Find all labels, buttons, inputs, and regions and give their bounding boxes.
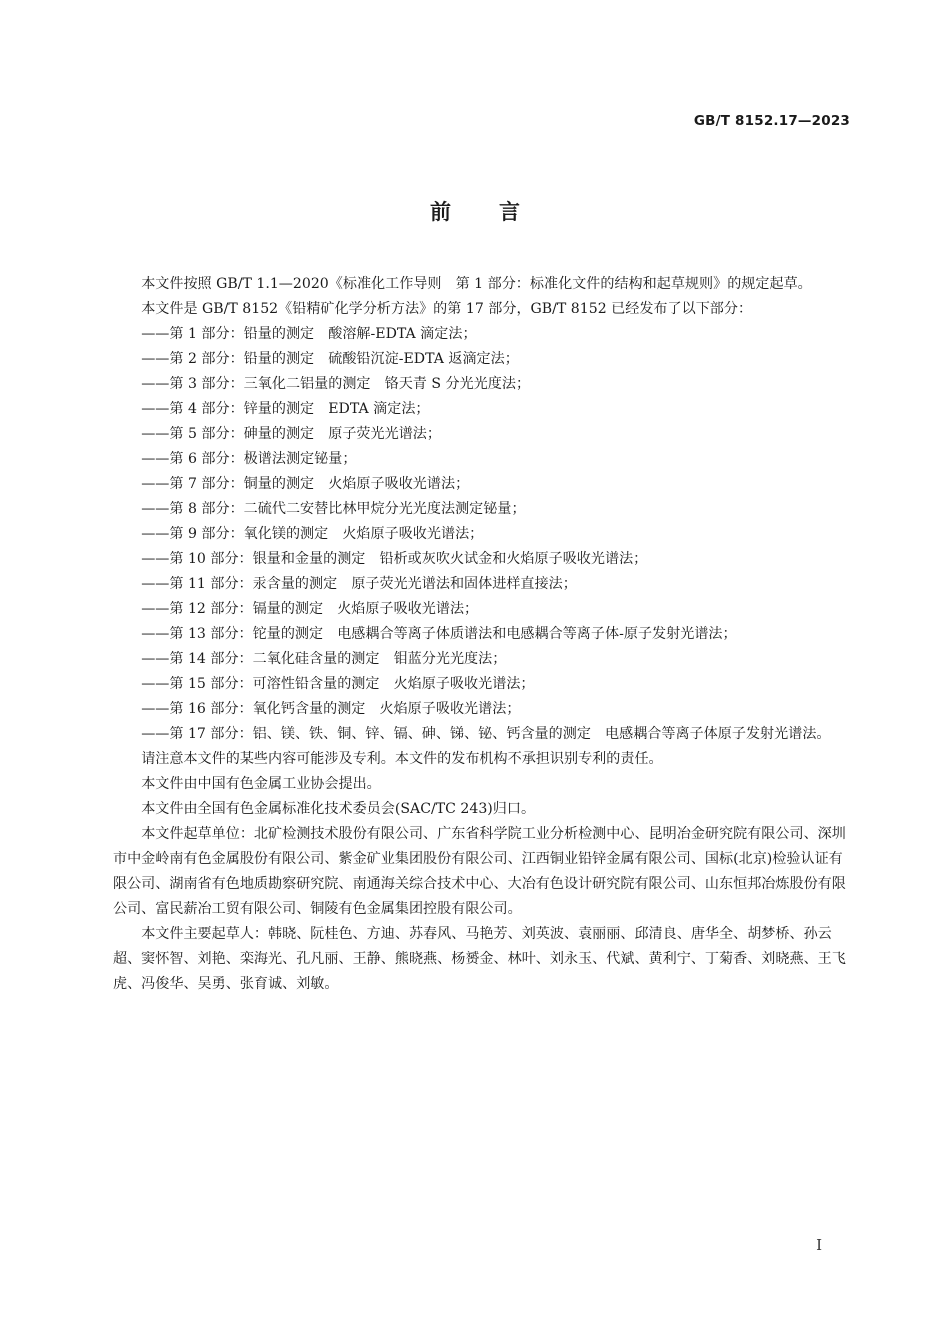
part-method: 电感耦合等离子体原子发射光谱法。	[605, 726, 831, 742]
managed-by: 本文件由全国有色金属标准化技术委员会(SAC/TC 243)归口。	[141, 801, 536, 817]
list-item	[113, 347, 850, 372]
part-name: ——第 13 部分：铊量的测定	[141, 626, 324, 642]
list-item	[113, 672, 850, 697]
list-item	[113, 372, 850, 397]
part-name: ——第 15 部分：可溶性铅含量的测定	[141, 676, 380, 692]
part-name: ——第 10 部分：银量和金量的测定	[141, 551, 366, 567]
part-method: 铬天青 S 分光光度法；	[384, 376, 531, 392]
list-item	[113, 647, 850, 672]
page-title: 前言	[430, 199, 568, 224]
part-method: 原子荧光光谱法和固体进样直接法；	[351, 576, 577, 592]
part-name: ——第 1 部分：铅量的测定	[141, 326, 315, 342]
part-name: ——第 3 部分：三氧化二铝量的测定	[141, 376, 371, 392]
list-item	[113, 572, 850, 597]
paragraph-series-intro: 本文件是 GB/T 8152《铅精矿化学分析方法》的第 17 部分，GB/T 8152 已经发布了以下部分：	[141, 301, 753, 317]
part-name: ——第 2 部分：铅量的测定	[141, 351, 315, 367]
part-name: ——第 17 部分：铝、镁、铁、铜、锌、镉、砷、锑、铋、钙含量的测定	[141, 726, 591, 742]
part-name: ——第 14 部分：二氧化硅含量的测定	[141, 651, 380, 667]
part-method: 铅析或灰吹火试金和火焰原子吸收光谱法；	[379, 551, 648, 567]
list-item	[113, 722, 850, 747]
part-name: ——第 16 部分：氧化钙含量的测定	[141, 701, 366, 717]
list-item	[113, 447, 850, 472]
list-item	[113, 472, 850, 497]
page-number: I	[816, 1236, 822, 1254]
part-method: 原子荧光光谱法；	[328, 426, 441, 442]
drafting-units: 本文件起草单位：北矿检测技术股份有限公司、广东省科学院工业分析检测中心、昆明冶金研究院有限公司、深圳市中金岭南有色金属股份有限公司、紫金矿业集团股份有限公司、江西铜业铅锌金属有限公司、国标(北京)检验认证有限公司、湖南省有色地质勘察研究院、南通海关综合技术中心、大冶有色设计研究院有限公司、山东恒邦冶炼股份有限公司、富民薪冶工贸有限公司、铜陵有色金属集团控股有限公司。	[113, 826, 846, 917]
paragraph-drafting-rule: 本文件按照 GB/T 1.1—2020《标准化工作导则 第 1 部分：标准化文件的结构和起草规则》的规定起草。	[141, 276, 812, 292]
published-parts-list	[113, 322, 850, 747]
part-name: ——第 8 部分：二硫代二安替比林甲烷分光光度法测定铋量；	[141, 501, 526, 517]
part-name: ——第 6 部分：极谱法测定铋量；	[141, 451, 357, 467]
part-method: 钼蓝分光光度法；	[393, 651, 507, 667]
part-method: 火焰原子吸收光谱法；	[342, 526, 484, 542]
part-name: ——第 5 部分：砷量的测定	[141, 426, 315, 442]
part-name: ——第 4 部分：锌量的测定	[141, 401, 315, 417]
part-method: 火焰原子吸收光谱法；	[379, 701, 521, 717]
list-item	[113, 697, 850, 722]
part-method: 火焰原子吸收光谱法；	[337, 601, 479, 617]
part-name: ——第 11 部分：汞含量的测定	[141, 576, 338, 592]
part-name: ——第 12 部分：镉量的测定	[141, 601, 324, 617]
main-drafters: 本文件主要起草人：韩晓、阮桂色、方迪、苏春风、马艳芳、刘英波、袁丽丽、邱清良、唐华全、胡梦桥、孙云超、窦怀智、刘艳、栾海光、孔凡丽、王静、熊晓燕、杨赟金、林叶、刘永玉、代斌、黄利宁、丁菊香、刘晓燕、王飞虎、冯俊华、吴勇、张育诚、刘敏。	[113, 926, 846, 992]
patent-notice: 请注意本文件的某些内容可能涉及专利。本文件的发布机构不承担识别专利的责任。	[141, 751, 663, 767]
list-item	[113, 522, 850, 547]
list-item	[113, 422, 850, 447]
part-method: 硫酸铅沉淀-EDTA 返滴定法；	[328, 351, 519, 367]
part-method: 火焰原子吸收光谱法；	[393, 676, 535, 692]
list-item	[113, 597, 850, 622]
list-item	[113, 497, 850, 522]
proposed-by: 本文件由中国有色金属工业协会提出。	[141, 776, 381, 792]
list-item	[113, 547, 850, 572]
part-method: 酸溶解-EDTA 滴定法；	[328, 326, 477, 342]
part-method: 电感耦合等离子体质谱法和电感耦合等离子体-原子发射光谱法；	[337, 626, 737, 642]
part-method: EDTA 滴定法；	[328, 401, 430, 417]
list-item	[113, 622, 850, 647]
standard-code: GB/T 8152.17—2023	[693, 113, 850, 129]
list-item	[113, 322, 850, 347]
document-body	[113, 272, 850, 997]
part-name: ——第 9 部分：氧化镁的测定	[141, 526, 329, 542]
part-name: ——第 7 部分：铜量的测定	[141, 476, 315, 492]
part-method: 火焰原子吸收光谱法；	[328, 476, 470, 492]
list-item	[113, 397, 850, 422]
